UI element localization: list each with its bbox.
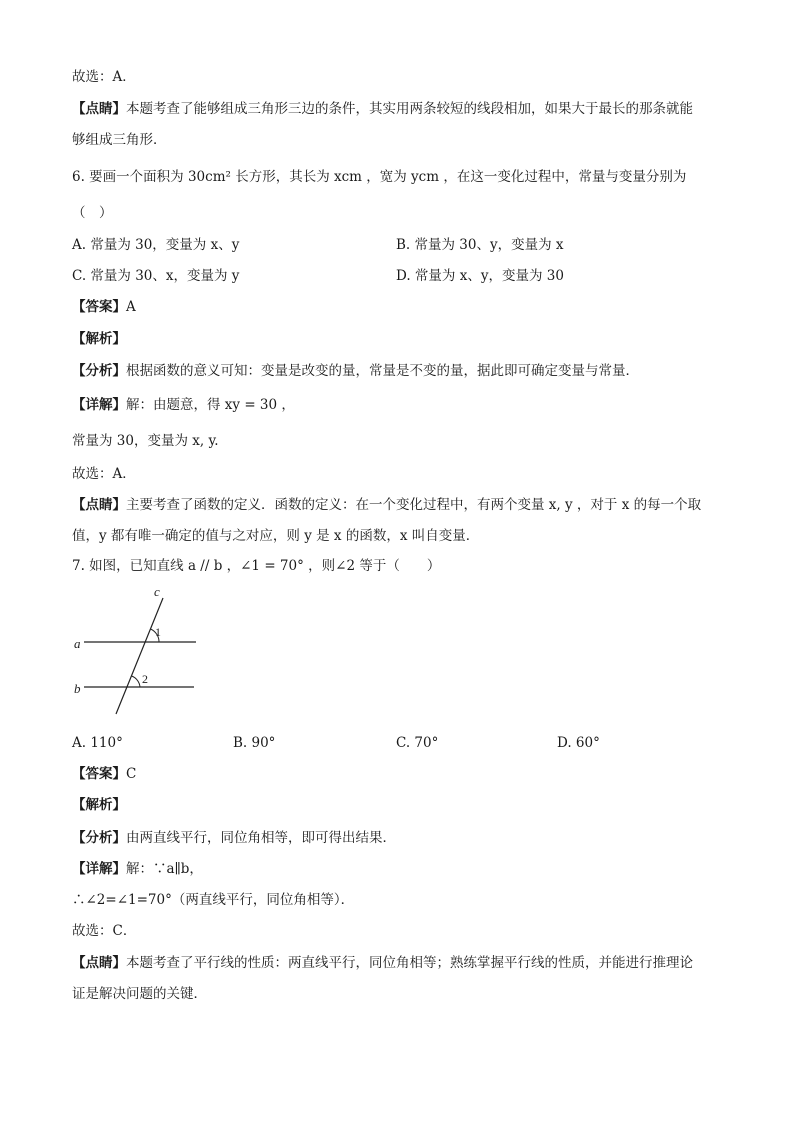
label-c: c [154, 584, 160, 599]
text-line: 证是解决问题的关键． [72, 986, 207, 1002]
label-1: 1 [155, 625, 161, 639]
question-7-stem: 7. 如图，已知直线 a // b ，∠1 = 70° ，则∠2 等于（ ） [72, 558, 441, 574]
q7-option-d: D. 60° [557, 735, 600, 751]
tag-dianjing: 【点睛】 [72, 101, 126, 117]
tag-xiangjie: 【详解】 [72, 861, 126, 877]
tag-answer: 【答案】 [72, 766, 126, 782]
tag-fenxi: 【分析】 [72, 830, 126, 846]
q6-remark [72, 496, 701, 514]
q7-detail [72, 860, 203, 878]
remark-text: 本题考查了平行线的性质：两直线平行，同位角相等；熟练掌握平行线的性质，并能进行推理论 [126, 955, 693, 971]
remark-text: 主要考查了函数的定义．函数的定义：在一个变化过程中，有两个变量 x, y ，对于 x 的每一个取 [126, 497, 702, 513]
q6-option-a: A. 常量为 30，变量为 x、y [72, 237, 240, 253]
q6-analysis-heading: 【解析】 [72, 331, 126, 347]
text-line: 常量为 30，变量为 x, y. [72, 433, 219, 449]
q6-option-b: B. 常量为 30、y，变量为 x [396, 237, 564, 253]
q7-option-b: B. 90° [233, 735, 276, 751]
line-c [116, 598, 163, 714]
text-line: 故选：A． [72, 69, 136, 85]
text-line: 故选：C． [72, 923, 137, 939]
analysis-text: 根据函数的意义可知：变量是改变的量，常量是不变的量，据此即可确定变量与常量． [126, 363, 639, 379]
label-b: b [74, 681, 81, 696]
text-line: 够组成三角形． [72, 132, 167, 148]
remark-line [72, 100, 693, 118]
text-line: 值，y 都有唯一确定的值与之对应，则 y 是 x 的函数，x 叫自变量． [72, 528, 480, 544]
q7-option-c: C. 70° [396, 735, 439, 751]
analysis-text: 由两直线平行，同位角相等，即可得出结果． [126, 830, 396, 846]
question-6-bracket: （ ） [72, 205, 113, 221]
question-6-stem: 6. 要画一个面积为 30cm² 长方形，其长为 xcm ，宽为 ycm ，在这一变化过程中，常量与变量分别为 [72, 169, 687, 185]
angle-2-arc [132, 676, 140, 687]
parallel-lines-figure [70, 584, 210, 718]
text-line: 故选：A． [72, 466, 136, 482]
q7-option-a: A. 110° [72, 735, 123, 751]
answer-value: C [126, 766, 137, 782]
tag-dianjing: 【点睛】 [72, 497, 126, 513]
q7-answer [72, 765, 136, 783]
q6-detail [72, 396, 295, 414]
answer-value: A [126, 299, 136, 315]
q7-analysis-heading: 【解析】 [72, 797, 126, 813]
tag-answer: 【答案】 [72, 299, 126, 315]
q6-option-c: C. 常量为 30、x，变量为 y [72, 268, 240, 284]
q6-answer [72, 298, 136, 316]
detail-text: 解：由题意，得 xy = 30 ， [126, 397, 295, 413]
label-2: 2 [142, 672, 148, 686]
remark-text: 本题考查了能够组成三角形三边的条件，其实用两条较短的线段相加，如果大于最长的那条就能 [126, 101, 693, 117]
tag-fenxi: 【分析】 [72, 363, 126, 379]
q6-analysis [72, 362, 639, 380]
detail-text: 解：∵a∥b， [126, 861, 203, 877]
q6-option-d: D. 常量为 x、y，变量为 30 [396, 268, 564, 284]
q7-analysis [72, 829, 396, 847]
q7-remark [72, 954, 693, 972]
tag-xiangjie: 【详解】 [72, 397, 126, 413]
label-a: a [74, 636, 81, 651]
tag-dianjing: 【点睛】 [72, 955, 126, 971]
text-line: ∴∠2=∠1=70°（两直线平行，同位角相等）． [72, 892, 355, 908]
